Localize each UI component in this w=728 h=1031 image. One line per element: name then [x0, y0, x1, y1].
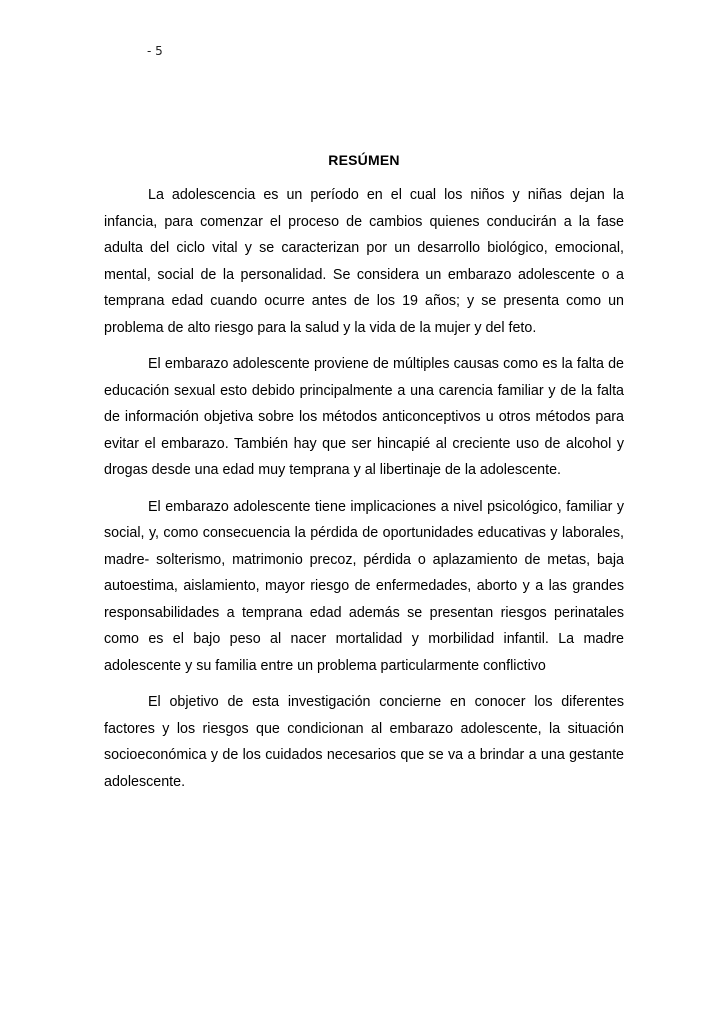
- paragraph-4: El objetivo de esta investigación concierne en conocer los diferentes factores y los riesgos que condicionan al embarazo adolescente, la situación socioeconómica y de los cuidados necesarios que se va a brindar a una gestante adolescente.: [104, 694, 624, 790]
- document-body: [104, 182, 624, 805]
- page-number: - 5: [147, 44, 163, 58]
- paragraph-1: La adolescencia es un período en el cual los niños y niñas dejan la infancia, para comenzar el proceso de cambios quienes conducirán a la fase adulta del ciclo vital y se caracterizan por un desarrollo biológico, emocional, mental, social de la personalidad. Se considera un embarazo adolescente o a temprana edad cuando ocurre antes de los 19 años; y se presenta como un problema de alto riesgo para la salud y la vida de la mujer y del feto.: [104, 187, 624, 336]
- paragraph-2: El embarazo adolescente proviene de múltiples causas como es la falta de educación sexual esto debido principalmente a una carencia familiar y de la falta de información objetiva sobre los métodos anticonceptivos u otros métodos para evitar el embarazo. También hay que ser hincapié al creciente uso de alcohol y drogas desde una edad muy temprana y al libertinaje de la adolescente.: [104, 356, 624, 478]
- paragraph-3: El embarazo adolescente tiene implicaciones a nivel psicológico, familiar y social, y, como consecuencia la pérdida de oportunidades educativas y laborales, madre- solterismo, matrimonio precoz, pérdida o aplazamiento de metas, baja autoestima, aislamiento, mayor riesgo de enfermedades, aborto y a las grandes responsabilidades a temprana edad además se presentan riesgos perinatales como es el bajo peso al nacer mortalidad y morbilidad infantil. La madre adolescente y su familia entre un problema particularmente conflictivo: [104, 498, 624, 674]
- document-title: RESÚMEN: [328, 152, 400, 168]
